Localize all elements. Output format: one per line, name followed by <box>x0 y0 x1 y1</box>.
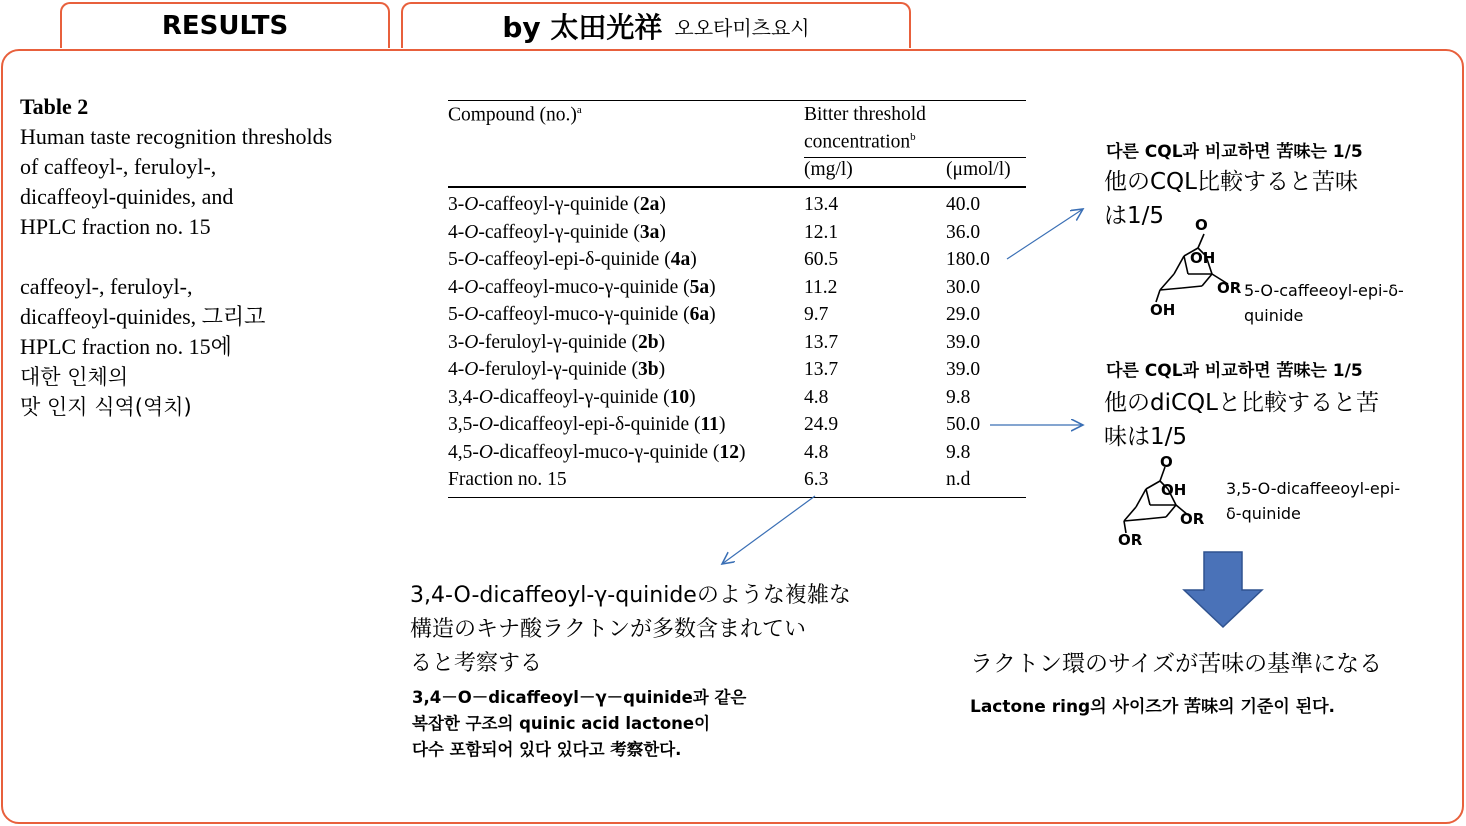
header-unit-umol: (μmol/l) <box>946 159 1011 180</box>
value-umol: 9.8 <box>946 386 971 408</box>
value-mg: 4.8 <box>804 441 829 463</box>
compound-name: 4-O-feruloyl-γ-quinide (3b) <box>448 359 666 380</box>
value-mg: 4.8 <box>804 386 829 408</box>
tab-results-label: RESULTS <box>161 11 289 41</box>
korean-line: HPLC fraction no. 15에 <box>20 334 232 359</box>
compound-name: 4-O-caffeoyl-muco-γ-quinide (5a) <box>448 276 716 298</box>
note3-jp: 3,4-O-dicaffeoyl-γ-quinideのような複雑な 構造のキナ酸ラクトンが多数含まれてい ると考察する <box>410 583 851 676</box>
value-mg: 60.5 <box>804 249 839 270</box>
header-compound: Compound $(no.)^a$ <box>448 104 582 126</box>
arrow-to-note3 <box>722 496 815 564</box>
table-label: Table 2 <box>20 94 89 119</box>
value-mg: 13.7 <box>804 331 839 353</box>
mol1-atom-oh-bottom: OH <box>1150 301 1176 319</box>
compound-name: 3-O-feruloyl-γ-quinide (2b) <box>448 331 666 353</box>
compound-name: Fraction no. 15 <box>448 469 567 490</box>
mol2-atom-oh: OH <box>1161 481 1187 499</box>
caption-line: dicaffeoyl-quinides, and <box>20 184 234 209</box>
mol2-atom-or: OR <box>1180 510 1205 528</box>
compound-name: 3-O-caffeoyl-γ-quinide (2a) <box>448 194 666 215</box>
value-umol: 39.0 <box>946 359 981 380</box>
value-mg: 13.7 <box>804 359 839 380</box>
value-mg: 11.2 <box>804 276 838 298</box>
down-block-arrow <box>1184 552 1262 627</box>
value-umol: 30.0 <box>946 276 981 298</box>
value-umol: 40.0 <box>946 194 981 215</box>
caption-line: HPLC fraction no. 15 <box>20 214 211 239</box>
mol1-label: 5-O-caffeeoyl-epi-δ- quinide <box>1244 281 1404 325</box>
value-mg: 9.7 <box>804 304 829 325</box>
compound-name: 3,5-O-dicaffeoyl-epi-δ-quinide (11) <box>448 414 726 435</box>
caption-line: Human taste recognition thresholds <box>20 124 333 149</box>
mol2-label: 3,5-O-dicaffeeoyl-epi- δ-quinide <box>1226 479 1401 523</box>
tab-author-korean: 오오타미츠요시 <box>674 15 810 40</box>
note1-jp: 他のCQL比較すると苦味 は1/5 <box>1104 169 1358 229</box>
compound-name: 4-O-caffeoyl-γ-quinide (3a) <box>448 221 666 243</box>
mol1-atom-o: O <box>1195 216 1208 234</box>
value-umol: 180.0 <box>946 249 990 270</box>
korean-line: 대한 인체의 <box>20 365 129 389</box>
value-umol: n.d <box>946 469 971 490</box>
note3-korean: 3,4－O－dicaffeoyl－γ－quinide과 같은 복잡한 구조의 quinic acid lactone이 다수 포함되어 있다 있다고 考察한다. <box>412 688 747 759</box>
value-mg: 6.3 <box>804 469 829 490</box>
value-mg: 12.1 <box>804 221 839 243</box>
header-bitter-2: concentration$^b$ <box>804 131 916 153</box>
note4-jp: ラクトン環のサイズが苦味の基準になる <box>970 651 1383 677</box>
value-umol: 39.0 <box>946 331 981 353</box>
note2-korean: 다른 CQL과 비교하면 苦味는 1/5 <box>1106 361 1363 381</box>
mol1-atom-oh: OH <box>1190 249 1216 267</box>
value-umol: 36.0 <box>946 221 981 243</box>
value-mg: 13.4 <box>804 194 839 215</box>
value-umol: 50.0 <box>946 414 981 435</box>
mol1-atom-or: OR <box>1217 279 1242 297</box>
compound-name: 3,4-O-dicaffeoyl-γ-quinide (10) <box>448 386 696 408</box>
compound-name: 5-O-caffeoyl-muco-γ-quinide (6a) <box>448 304 716 325</box>
mol2-atom-or-bottom: OR <box>1118 531 1143 549</box>
value-mg: 24.9 <box>804 414 839 435</box>
note4-korean: Lactone ring의 사이즈가 苦味의 기준이 된다. <box>970 697 1335 717</box>
korean-line: 맛 인지 식역(역치) <box>20 395 192 419</box>
caption-line: of caffeoyl-, feruloyl-, <box>20 154 217 179</box>
tab-author-label: by 太田光祥 <box>502 11 663 44</box>
note1-korean: 다른 CQL과 비교하면 苦味는 1/5 <box>1106 142 1363 162</box>
header-unit-mg: (mg/l) <box>804 159 853 180</box>
compound-name: 5-O-caffeoyl-epi-δ-quinide (4a) <box>448 249 697 270</box>
mol2-atom-o: O <box>1160 453 1173 471</box>
value-umol: 9.8 <box>946 441 971 463</box>
korean-line: dicaffeoyl-quinides, 그리고 <box>20 304 266 329</box>
value-umol: 29.0 <box>946 304 981 325</box>
korean-line: caffeoyl-, feruloyl-, <box>20 274 193 299</box>
arrow-to-note1 <box>1007 209 1083 259</box>
note2-jp: 他のdiCQLと比較すると苦 味は1/5 <box>1104 390 1379 450</box>
compound-name: 4,5-O-dicaffeoyl-muco-γ-quinide (12) <box>448 441 746 463</box>
header-bitter-1: Bitter threshold <box>804 104 926 125</box>
